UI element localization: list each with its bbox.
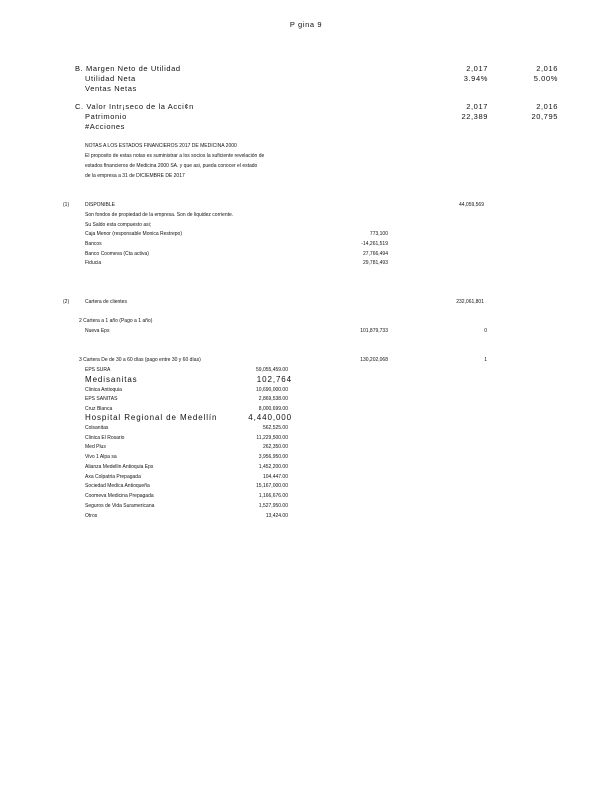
note1-item-value: 773,100 <box>369 231 388 237</box>
section-b-year2: 2,016 <box>536 64 558 73</box>
cartera-entity-value: 10,690,000.00 <box>256 387 288 393</box>
cartera-entity-value: 262,350.00 <box>262 444 288 450</box>
notes-heading: NOTAS A LOS ESTADOS FINANCIEROS 2017 DE MEDICINA 2000 <box>85 143 237 149</box>
cartera-entity-value: 13,424.00 <box>265 513 288 519</box>
cartera-entity-label: EPS SURA <box>85 367 111 373</box>
section-c-year1: 2,017 <box>466 102 488 111</box>
cartera-entity-value: 102,764 <box>256 375 292 384</box>
note1-title: DISPONIBLE <box>85 202 116 208</box>
cartera-entity-label: Sociedad Medica Antioqueña <box>85 483 150 489</box>
section-b-title: B. Margen Neto de Utilidad <box>75 64 181 73</box>
note2-sub2-extra: 1 <box>484 357 487 363</box>
section-c-line2-label: #Acciones <box>85 122 126 131</box>
note1-item-value: 27,766,494 <box>362 251 388 257</box>
note2-sub2-title: 3 Cartera De de 30 a 60 días (pago entre 30 y 60 días) <box>79 357 201 363</box>
cartera-entity-value: 11,229,500.00 <box>256 435 288 441</box>
cartera-entity-label: Clinica El Rosario <box>85 435 125 441</box>
note2-title: Cartera de clientes <box>85 299 127 305</box>
section-c-year2: 2,016 <box>536 102 558 111</box>
note1-number: (1) <box>63 202 70 208</box>
cartera-entity-value: 1,166,676.00 <box>258 493 288 499</box>
cartera-entity-label: Axa Colpatria Prepagada <box>85 474 141 480</box>
cartera-entity-label: Cruz Blanca <box>85 406 113 412</box>
notes-line: El proposito de estas notas es suministrar a los socios la suficiente revelación de <box>85 153 265 159</box>
cartera-entity-value: 1,527,950.00 <box>258 503 288 509</box>
section-c-title: C. Valor Intr¡seco de la Acci¢n <box>75 102 194 111</box>
note1-item-label: Banco Coomeva (Cta activa) <box>85 251 149 257</box>
page-header: P gina 9 <box>289 20 323 29</box>
cartera-entity-value: 59,055,459.00 <box>256 367 288 373</box>
note1-item-label: Bancos <box>85 241 102 247</box>
section-c-line1-label: Patrimonio <box>85 112 127 121</box>
cartera-entity-label: Colsanitas <box>85 425 109 431</box>
note1-item-label: Caja Menor (responsable Monica Restrepo) <box>85 231 182 237</box>
note2-sub1-item-label: Nueva Eps <box>85 328 110 334</box>
note2-sub1-title: 2 Cartera a 1 año (Pago a 1 año) <box>79 318 153 324</box>
note2-number: (2) <box>63 299 70 305</box>
cartera-entity-label: Medisanitas <box>85 375 138 384</box>
cartera-entity-value: 562,525.00 <box>262 425 288 431</box>
note2-sub1-item-value: 101,879,733 <box>360 328 388 334</box>
cartera-entity-label: Seguros de Vida Suramericana <box>85 503 155 509</box>
cartera-entity-value: 2,869,538.00 <box>258 396 288 402</box>
note1-desc: Son fondos de propiedad de la empresa. Son de liquidez corriente. <box>85 212 234 218</box>
section-b-line1-label: Utilidad Neta <box>85 74 136 83</box>
note1-item-value: -14,261,519 <box>361 241 388 247</box>
notes-line: estados financieros de Medicina 2000 SA. y que asi, pueda conocer el estado <box>85 163 258 169</box>
note1-desc: Su Saldo esta compuesto asi; <box>85 222 152 228</box>
section-b-line1-v2: 5.00% <box>533 74 558 83</box>
note1-item-label: Fiducia <box>85 260 102 266</box>
note1-total: 44,059,569 <box>458 202 484 208</box>
cartera-entity-value: 15,167,000.00 <box>256 483 288 489</box>
cartera-entity-label: Vivo 1 Alpa sa <box>85 454 117 460</box>
notes-line: de la empresa a 31 de DICIEMBRE DE 2017 <box>85 173 185 179</box>
cartera-entity-label: Clinica Antioquia <box>85 387 122 393</box>
cartera-entity-label: Med Plus <box>85 444 106 450</box>
cartera-entity-label: Hospital Regional de Medellín <box>85 413 218 422</box>
section-b-line1-v1: 3.94% <box>463 74 488 83</box>
section-b-line2-label: Ventas Netas <box>85 84 137 93</box>
section-c-line1-v1: 22,389 <box>461 112 488 121</box>
cartera-entity-label: Alianza Medellin Antioquia Eps <box>85 464 154 470</box>
section-c-line1-v2: 20,795 <box>531 112 558 121</box>
cartera-entity-label: Otros <box>85 513 98 519</box>
cartera-entity-value: 8,000,699.00 <box>258 406 288 412</box>
cartera-entity-label: EPS SANITAS <box>85 396 118 402</box>
cartera-entity-value: 104,447.00 <box>262 474 288 480</box>
cartera-entity-value: 3,956,950.00 <box>258 454 288 460</box>
note2-sub1-item-extra: 0 <box>484 328 487 334</box>
cartera-entity-value: 4,440,000 <box>248 413 292 422</box>
note2-total: 232,061,801 <box>456 299 484 305</box>
note2-sub2-value: 130,202,068 <box>360 357 388 363</box>
cartera-entity-value: 1,452,200.00 <box>258 464 288 470</box>
note1-item-value: 29,781,493 <box>362 260 388 266</box>
cartera-entity-label: Coomeva Medicina Prepagada <box>85 493 154 499</box>
section-b-year1: 2,017 <box>466 64 488 73</box>
